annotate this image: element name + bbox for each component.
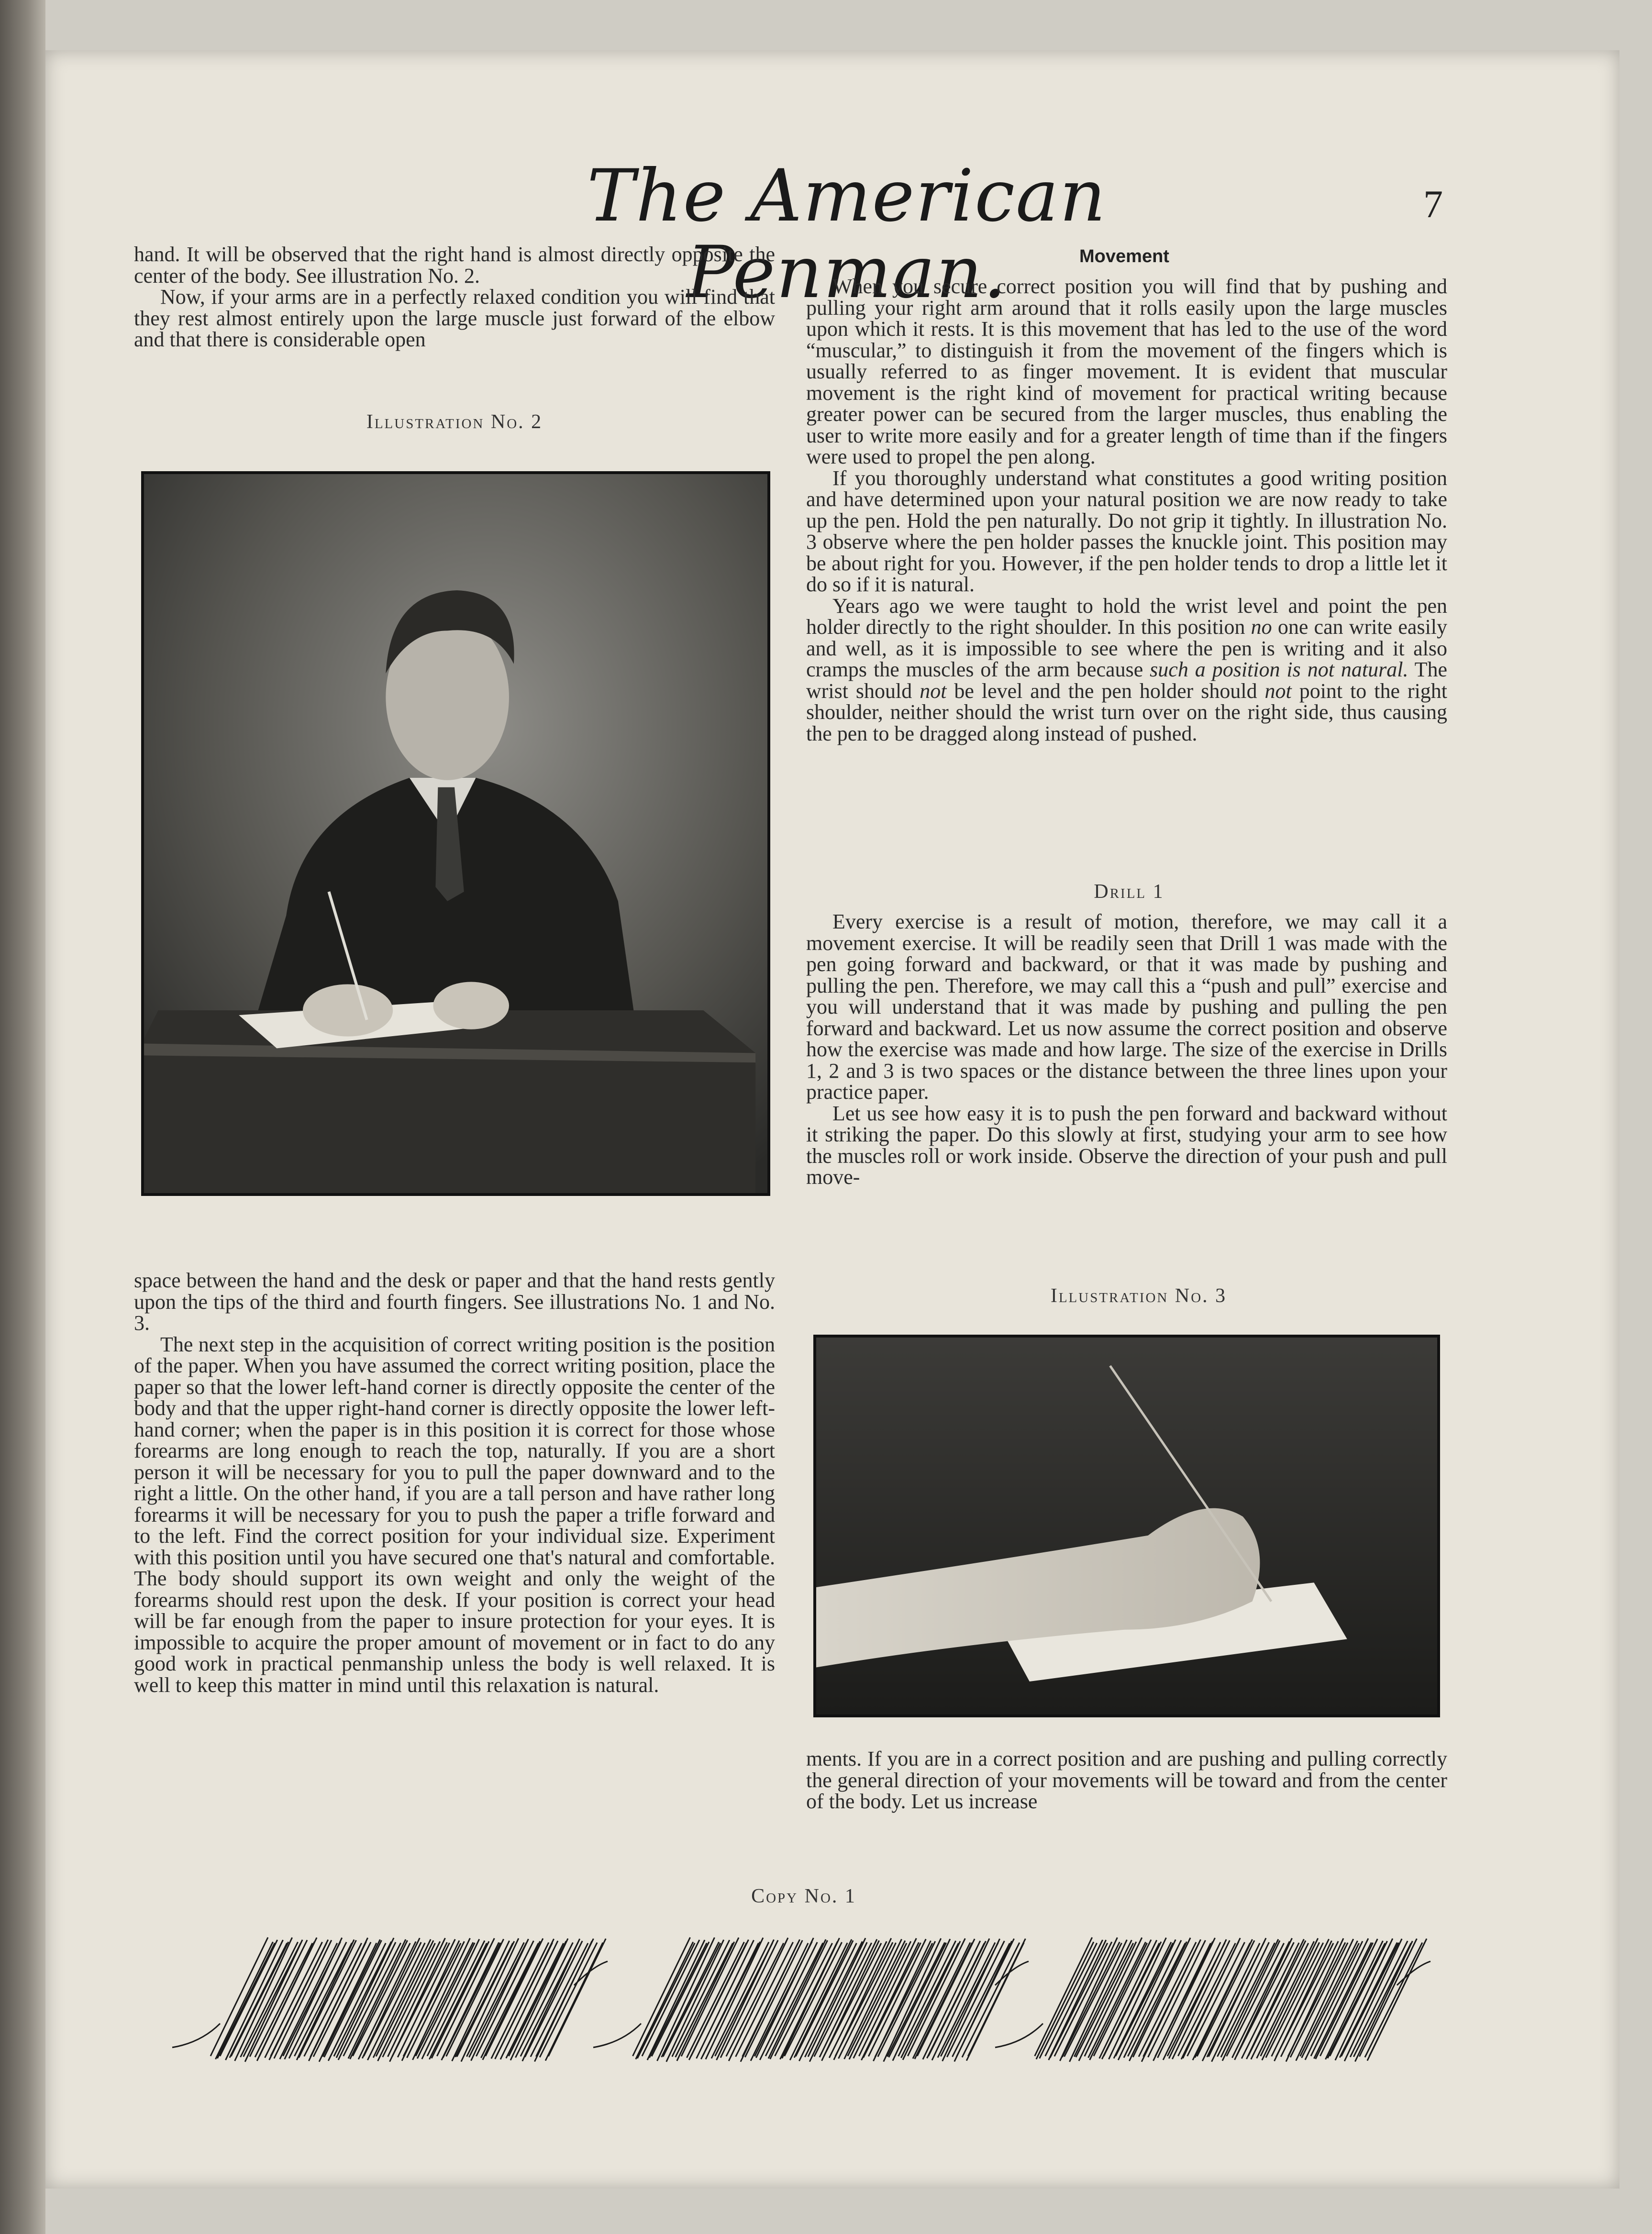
book-spine (0, 0, 45, 2234)
paragraph: Every exercise is a result of motion, therefore, we may call it a movement exercise. It will be readily seen that Drill 1 was made with the pen going forward and backward, or that it was made by pushing and pulling the pen. Therefore, we may call this a “push and pull” exercise and you will understand that it was made by pushing and pulling the pen forward and backward. Let us now assume the correct position and observe how the exercise was made and how large. The size of the exercise in Drills 1, 2 and 3 is two spaces or the distance between the three lines upon your practice paper. (806, 910, 1447, 1104)
paragraph: ments. If you are in a correct position and are pushing and pulling correctly the general direction of your movements will be toward and from the center of the body. Let us increase (806, 1747, 1447, 1813)
paragraph: When you secure correct position you will find that by pushing and pulling your right arm around that it rolls easily upon the large muscles upon which it rests. It is this movement that has led to the use of the word “muscular,” to distinguish it from the movement of the fingers which is usually referred to as finger movement. It is evident that muscular movement is the right kind of movement for practical writing because greater power can be secured from the larger muscles, thus enabling the user to write more easily and for a greater length of time than if the fingers were used to propel the pen along. (806, 275, 1447, 468)
paragraph: space between the hand and the desk or paper and that the hand rests gently upon the tips of the third and fourth fingers. See illustrations No. 1 and No. 3. (134, 1269, 775, 1335)
right-column-drill-text (806, 911, 1447, 1188)
illustration-3-caption: Illustration No. 3 (1050, 1285, 1227, 1307)
page-number: 7 (1423, 182, 1443, 226)
left-column-bottom-text (134, 1270, 775, 1696)
paragraph: Let us see how easy it is to push the pen forward and backward without it striking the paper. Do this slowly at first, studying your arm to see how the muscles roll or work inside. Observe the direction of your push and pull move- (806, 1101, 1447, 1189)
left-column-top-text (134, 244, 775, 351)
paragraph: Years ago we were taught to hold the wrist level and point the pen holder directly to the right shoulder. In this position no one can write easily and well, as it is impossible to see where the pen is writing and it also cramps the muscles of the arm because such a position is not natural. The wrist should not be level and the pen holder should not point to the right shoulder, neither should the wrist turn over on the right side, thus causing the pen to be dragged along instead of pushed. (806, 594, 1448, 745)
paragraph: If you thoroughly understand what constitutes a good writing position and have determined upon your natural position we are now ready to take up the pen. Hold the pen naturally. Do not grip it tightly. In illustration No. 3 observe where the pen holder passes the knuckle joint. This position may be about right for you. However, if the pen holder tends to drop a little let it do so if it is natural. (806, 466, 1447, 596)
copy-1-push-pull-drill (163, 1933, 1464, 2076)
right-column-bottom-text (806, 1748, 1447, 1813)
paragraph: hand. It will be observed that the right hand is almost directly opposite the center of the body. See illustration No. 2. (134, 243, 775, 288)
movement-heading: Movement (1079, 246, 1169, 266)
drill-1-heading: Drill 1 (1094, 881, 1164, 903)
illustration-3-photo (813, 1335, 1440, 1717)
copy-1-caption: Copy No. 1 (751, 1885, 856, 1907)
right-column-text (806, 276, 1447, 744)
masthead-title: The American Penman. (587, 155, 1107, 314)
paragraph: Now, if your arms are in a perfectly relaxed condition you will find that they rest almost entirely upon the large muscle just forward of the elbow and that there is considerable open (134, 285, 775, 351)
paragraph: The next step in the acquisition of correct writing position is the position of the paper. When you have assumed the correct writing position, place the paper so that the lower left-hand corner is directly opposite the center of the body and that the upper right-hand corner is directly opposite the lower left-hand corner; when the paper is in this position it is correct for those whose forearms are long enough to reach the top, naturally. If you are a short person it will be necessary for you to pull the paper downward and to the right a little. On the other hand, if you are a tall person and have rather long forearms it will be necessary for you to push the paper a trifle forward and to the left. Find the correct position for your individual size. Experiment with this position until you have secured one that's natural and comfortable. The body should support its own weight and only the weight of the forearms should rest upon the desk. If your position is correct your head will be far enough from the paper to insure protection for your eyes. It is impossible to acquire the proper amount of movement or in fact to do any good work in practical penmanship unless the body is well relaxed. It is well to keep this matter in mind until this relaxation is natural. (134, 1332, 775, 1697)
illustration-2-caption: Illustration No. 2 (366, 411, 543, 433)
illustration-2-photo (141, 471, 770, 1196)
